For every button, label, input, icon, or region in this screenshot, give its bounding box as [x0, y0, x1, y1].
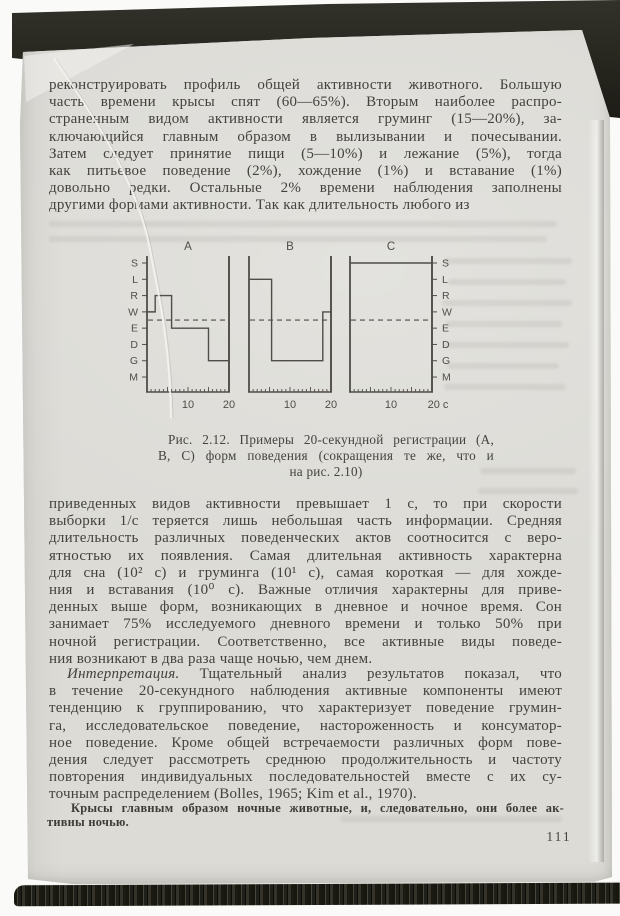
text-line: другими формами активности. Так как длительность любого из — [49, 197, 470, 214]
text-line: занимает 75% исследуемого дневного времени и только 50% при — [49, 616, 562, 633]
text-line: тивны ночью. — [47, 815, 129, 830]
svg-text:S: S — [130, 257, 138, 270]
svg-text:D: D — [442, 338, 450, 351]
text-line: ночной регистрации. Соответственно, все активные виды поведе- — [49, 633, 562, 650]
text-line: га, исследовательское поведение, настороженность и консуматор- — [49, 717, 562, 734]
text-line: выборки 1/с теряется лишь небольшая часть информации. Средняя — [49, 513, 562, 530]
text-line: ключающийся главным образом в вылизывании и почесывании. — [49, 128, 562, 145]
svg-text:W: W — [442, 306, 452, 319]
svg-text:G: G — [442, 355, 451, 368]
text-line: для сна (10² с) и груминга (10¹ с), самая короткая — для хожде- — [49, 564, 562, 581]
text-line: часть времени крысы спят (60—65%). Вторым наиболее распро- — [49, 94, 562, 111]
text-line: Рис. 2.12. Примеры 20-секундной регистрации (А, — [168, 432, 494, 447]
svg-text:M: M — [129, 371, 138, 384]
text-line: ное поведение. Кроме общей встречаемости различных форм пове- — [49, 734, 562, 751]
text-line: реконструировать профиль общей активности животного. Большую — [49, 77, 562, 93]
text-line: точным распределением (Bolles, 1965; Kim et al., 1970). — [49, 786, 417, 803]
text-line: страненным видом активности является груминг (15—20%), за- — [49, 111, 562, 128]
ghost-text — [49, 221, 557, 227]
svg-text:E: E — [130, 322, 138, 335]
svg-text:E: E — [442, 322, 450, 335]
paragraph-1 — [49, 77, 562, 215]
svg-text:10: 10 — [384, 399, 398, 411]
svg-text:20: 20 — [222, 399, 236, 411]
page-right-edge — [588, 120, 604, 862]
svg-text:S: S — [442, 257, 450, 270]
text-line: Крысы главным образом ночные животные, и, следовательно, они более ак- — [71, 801, 564, 815]
text-line: повторения индивидуальных последовательностей вместе с их су- — [49, 769, 562, 786]
text-line: ятностью их появления. Самая длительная активность характерна — [49, 547, 562, 564]
paragraph-2 — [49, 496, 562, 668]
svg-text:W: W — [128, 306, 138, 319]
text-line: в течение 20-секундного наблюдения активные компоненты имеют — [49, 683, 562, 700]
footnote — [47, 801, 564, 829]
book-bottom-edge — [14, 883, 620, 907]
ghost-text — [480, 468, 576, 474]
text-line: довольно редки. Остальные 2% времени наблюдения заполнены — [49, 180, 562, 197]
text-line: Затем следует принятие пищи (5—10%) и лежание (5%), тогда — [49, 145, 562, 162]
text-line: тенденцию к группированию, что характеризует поведение грумин- — [49, 700, 562, 717]
text-line: ния возникают в два раза чаще ночью, чем днем. — [49, 650, 373, 667]
paragraph-3 — [49, 666, 562, 804]
svg-text:10: 10 — [283, 399, 297, 411]
text-line: как питьевое поведение (2%), хождение (1%) и вставание (1%) — [49, 163, 562, 180]
text-line: длительность различных поведенческих актов соотносится с веро- — [49, 530, 562, 547]
svg-text:20: 20 — [324, 399, 338, 411]
svg-text:R: R — [442, 290, 450, 303]
text-line: дения следует рассмотреть среднюю продолжительность и частоту — [49, 752, 562, 769]
paragraph-3-rest — [49, 683, 562, 803]
ghost-text — [478, 488, 578, 494]
figure-2-12 — [118, 236, 482, 424]
svg-text:L: L — [132, 273, 138, 286]
svg-text:G: G — [129, 355, 138, 368]
svg-text:C: C — [386, 241, 396, 253]
text-line: на рис. 2.10) — [289, 463, 363, 479]
figure-caption — [158, 432, 494, 479]
svg-text:R: R — [130, 290, 138, 303]
text-line: Интерпретация. Тщательный анализ результатов показал, что — [67, 666, 562, 682]
page-number: 111 — [546, 829, 572, 844]
svg-text:D: D — [130, 338, 138, 351]
text-line: денных выше форм, возникающих в дневное и ночное время. Сон — [49, 599, 562, 616]
svg-text:A: A — [184, 241, 192, 253]
text-line: ния и вставания (10⁰ с). Важные отличия характерны для приве- — [49, 582, 562, 599]
behavior-record-chart — [118, 236, 482, 424]
text-line: В, С) форм поведения (сокращения те же, что и — [158, 447, 494, 463]
interpretation-lead-italic: Интерпретация. — [67, 666, 180, 682]
text-line: приведенных видов активности превышает 1 с, то при скорости — [49, 496, 562, 512]
svg-text:L: L — [442, 273, 448, 286]
svg-text:20 с: 20 с — [427, 399, 449, 411]
svg-text:M: M — [442, 371, 451, 384]
svg-text:B: B — [286, 241, 294, 253]
svg-text:10: 10 — [181, 399, 195, 411]
